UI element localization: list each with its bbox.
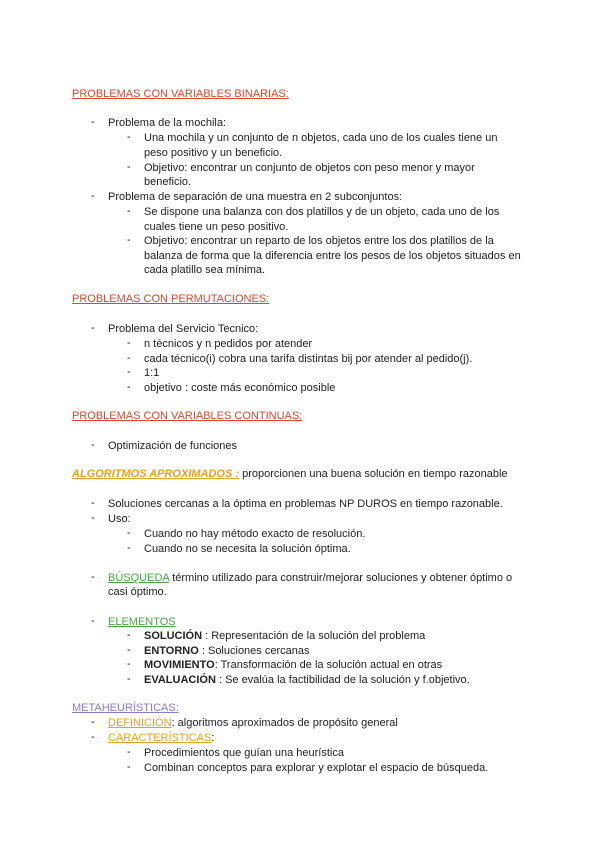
separacion-item-2-cont2: cada platillo sea mínima. [144,264,266,276]
permutaciones-item-4: objetivo : coste más económico posible [144,382,336,394]
caracteristicas-colon: : [211,732,215,744]
heading-metaheuristicas: METAHEURÍSTICAS: [72,702,179,714]
bullet: - [127,234,131,246]
definicion-label: DEFINICIÓN [108,717,172,729]
elemento-term: SOLUCIÓN [144,630,203,642]
caracteristicas-line [108,731,214,746]
busqueda-text-cont: casi óptimo. [108,586,167,598]
mochila-item-2-cont: beneficio. [144,176,192,188]
bullet: - [91,116,95,128]
busqueda-label: BÚSQUEDA [108,572,170,584]
caracteristicas-item-1: Procedimientos que guían una heurística [144,747,344,759]
permutaciones-item-1: n técnicos y n pedidos por atender [144,338,313,350]
bullet: - [91,439,95,451]
bullet: - [127,527,131,539]
separacion-item-2-cont: balanza de forma que la diferencia entre los pesos de los objetos situados en [144,250,521,262]
bullet: - [91,571,95,583]
uso-item-2: Cuando no se necesita la solución óptima. [144,543,351,555]
bullet: - [127,366,131,378]
bullet: - [91,731,95,743]
bullet: - [127,131,131,143]
bullet: - [127,761,131,773]
bullet: - [127,658,131,670]
elemento-term: MOVIMIENTO [144,659,215,671]
bullet: - [127,161,131,173]
definicion-line [108,716,398,731]
heading-algoritmos-aproximados: ALGORITMOS APROXIMADOS : [72,468,240,480]
uso-item-1: Cuando no hay método exacto de resolución. [144,528,366,540]
servicio-tecnico-title: Problema del Servicio Tecnico: [108,323,259,335]
bullet: - [91,322,95,334]
elementos-label: ELEMENTOS [108,616,176,628]
aproximados-item-2: Uso: [108,513,131,525]
heading-permutaciones: PROBLEMAS CON PERMUTACIONES: [72,293,270,305]
separacion-title: Problema de separación de una muestra en 2 subconjuntos: [108,191,403,203]
bullet: - [127,644,131,656]
elemento-term: ENTORNO [144,645,199,657]
mochila-item-2: Objetivo: encontrar un conjunto de objetos con peso menor y mayor [144,162,475,174]
aproximados-heading-line [72,467,508,482]
definicion-text: : algoritmos aproximados de propósito general [171,717,398,729]
elemento-desc: : Representación de la solución del problema [202,630,426,642]
bullet: - [91,716,95,728]
elemento-evaluacion [144,673,470,688]
busqueda-text: término utilizado para construir/mejorar soluciones y obtener óptimo o [169,572,513,584]
bullet: - [127,205,131,217]
elemento-desc: : Se evalúa la factibilidad de la solución y f.objetivo. [215,674,470,686]
elemento-solucion [144,629,425,644]
caracteristicas-label: CARACTERÍSTICAS [108,732,212,744]
elemento-term: EVALUACIÓN [144,674,216,686]
bullet: - [127,352,131,364]
elemento-desc: : Transformación de la solución actual en otras [214,659,443,671]
bullet: - [127,337,131,349]
mochila-item-1-cont: peso positivo y un beneficio. [144,147,283,159]
separacion-item-1: Se dispone una balanza con dos platillos y de un objeto, cada uno de los [144,206,500,218]
aproximados-heading-rest: proporcionen una buena solución en tiempo razonable [239,468,508,480]
bullet: - [91,615,95,627]
bullet: - [127,746,131,758]
permutaciones-item-2: cada técnico(i) cobra una tarifa distintas bij por atender al pedido(j). [144,353,473,365]
continuas-item: Optimización de funciones [108,440,238,452]
heading-variables-binarias: PROBLEMAS CON VARIABLES BINARIAS: [72,88,289,100]
permutaciones-item-3: 1:1 [144,367,160,379]
elemento-desc: : Soluciones cercanas [198,645,310,657]
bullet: - [127,542,131,554]
aproximados-item-1: Soluciones cercanas a la óptima en problemas NP DUROS en tiempo razonable. [108,498,503,510]
elemento-movimiento [144,658,442,673]
bullet: - [91,190,95,202]
bullet: - [91,497,95,509]
separacion-item-1-cont: cuales tiene un peso positivo. [144,221,289,233]
busqueda-line [108,571,512,586]
mochila-item-1: Una mochila y un conjunto de n objetos, cada uno de los cuales tiene un [144,132,498,144]
bullet: - [127,673,131,685]
bullet: - [127,629,131,641]
heading-variables-continuas: PROBLEMAS CON VARIABLES CONTINUAS: [72,410,303,422]
mochila-title: Problema de la mochila: [108,117,227,129]
elemento-entorno [144,644,309,659]
separacion-item-2: Objetivo: encontrar un reparto de los objetos entre los dos platillos de la [144,235,494,247]
bullet: - [91,512,95,524]
caracteristicas-item-2: Combinan conceptos para explorar y explotar el espacio de búsqueda. [144,762,489,774]
bullet: - [127,381,131,393]
